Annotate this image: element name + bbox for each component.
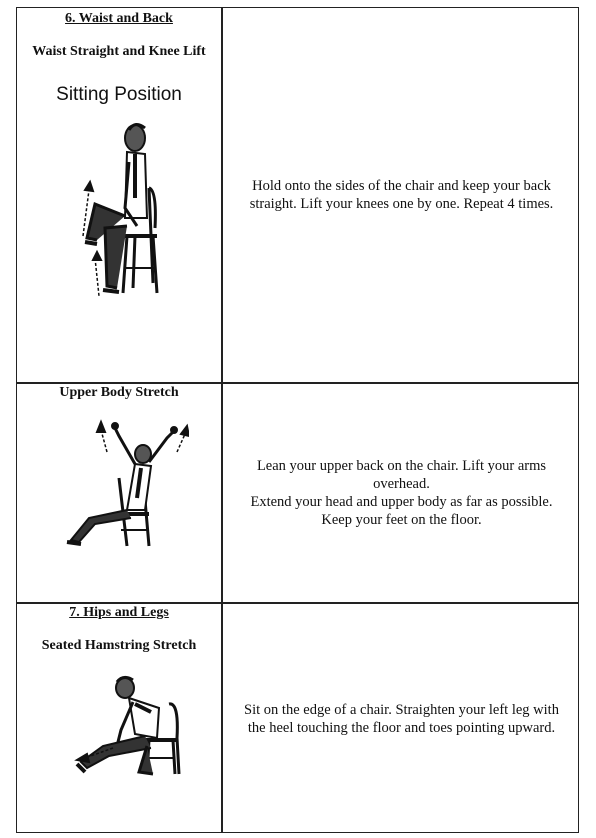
description-knee-lift: Hold onto the sides of the chair and keep your back straight. Lift your knees one by one. Repeat 4 times. <box>249 178 554 212</box>
seated-knee-lift-figure <box>65 118 175 308</box>
section-heading-hips-legs: 7. Hips and Legs <box>69 605 169 620</box>
exercise-table <box>16 7 579 833</box>
exercise-title-knee-lift: Waist Straight and Knee Lift <box>32 44 206 59</box>
description-hamstring: Sit on the edge of a chair. Straighten your left leg with the heel touching the floor and toes pointing upward. <box>244 702 559 736</box>
section-heading-waist-back: 6. Waist and Back <box>65 11 173 26</box>
exercise-title-upper-body: Upper Body Stretch <box>59 385 179 400</box>
exercise-title-hamstring: Seated Hamstring Stretch <box>41 638 197 653</box>
description-upper-body <box>223 384 580 602</box>
seated-hamstring-stretch-figure <box>63 668 193 778</box>
description-line: Lean your upper back on the chair. Lift your arms overhead. <box>256 458 547 492</box>
description-line: Extend your head and upper body as far as possible. Keep your feet on the floor. <box>250 494 553 528</box>
seated-upper-body-stretch-figure <box>49 418 189 553</box>
position-label: Sitting Position <box>56 84 182 105</box>
